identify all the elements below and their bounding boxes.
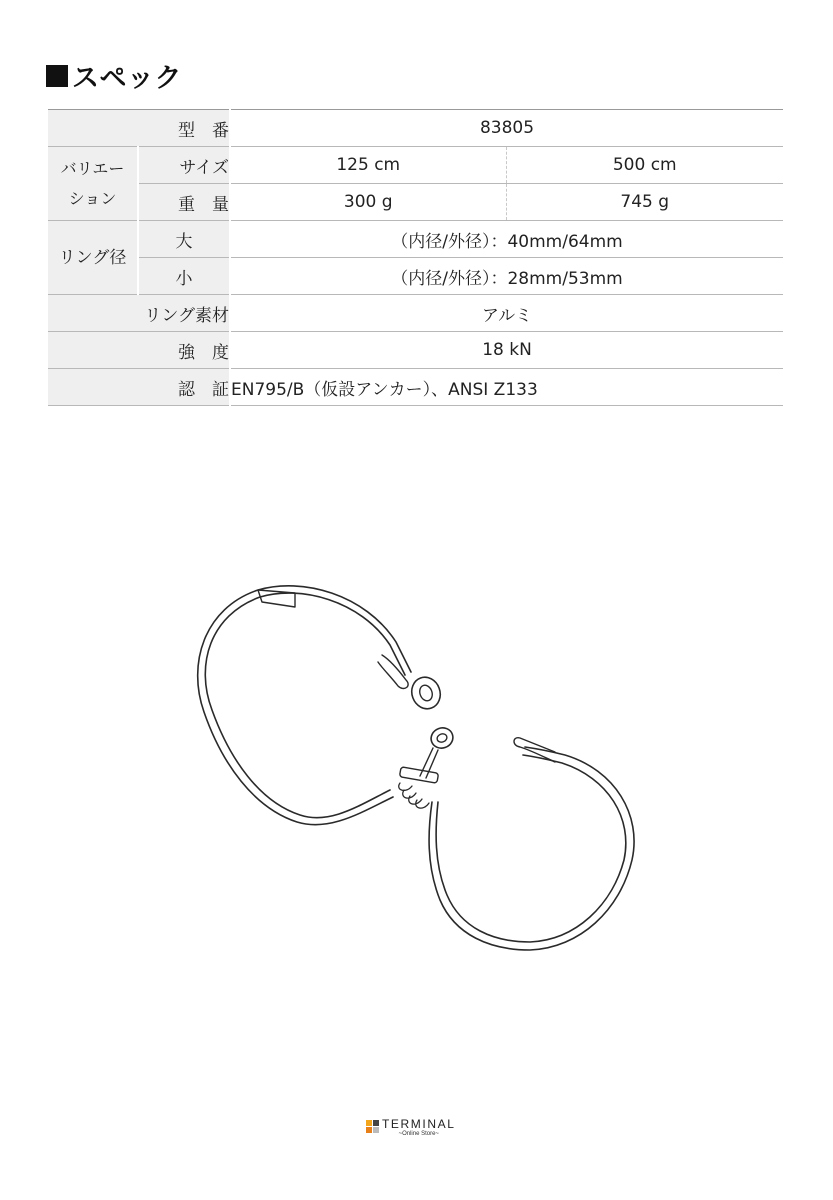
cert-value: EN795/B（仮設アンカー）、ANSI Z133 (230, 369, 783, 406)
size-value-125: 125 cm (230, 147, 506, 184)
variation-label (48, 147, 138, 221)
row-size (48, 147, 783, 184)
row-ring-small (48, 258, 783, 295)
strength-label: 強 度 (48, 332, 230, 369)
ring-small-label: 小 (138, 258, 230, 295)
ring-small-value: （内径/外径）：28mm/53mm (230, 258, 783, 295)
brand-name: TERMINAL (382, 1117, 456, 1131)
row-ring-material (48, 295, 783, 332)
strength-value: 18 kN (230, 332, 783, 369)
ring-material-label: リング素材 (48, 295, 230, 332)
model-value: 83805 (230, 110, 783, 147)
row-ring-large (48, 221, 783, 258)
row-strength (48, 332, 783, 369)
row-model (48, 110, 783, 147)
sling-illustration (190, 580, 650, 970)
heading-text: スペック (72, 63, 182, 94)
row-weight (48, 184, 783, 221)
section-heading (46, 56, 182, 95)
row-certification (48, 369, 783, 406)
heading-square-icon (46, 65, 68, 87)
variation-label-text: バリエーション (60, 158, 125, 208)
model-label: 型 番 (48, 110, 230, 147)
ring-large-label: 大 (138, 221, 230, 258)
weight-value-500: 745 g (506, 184, 783, 221)
ring-label: リング径 (48, 221, 138, 295)
size-value-500: 500 cm (506, 147, 783, 184)
weight-label: 重 量 (138, 184, 230, 221)
ring-large-value: （内径/外径）：40mm/64mm (230, 221, 783, 258)
weight-value-125: 300 g (230, 184, 506, 221)
brand-sub: ~Online Store~ (398, 1131, 439, 1137)
terminal-logo-icon (366, 1120, 379, 1133)
spec-table (48, 109, 783, 406)
ring-material-value: アルミ (230, 295, 783, 332)
cert-label: 認 証 (48, 369, 230, 406)
footer-logo (366, 1118, 455, 1138)
size-label: サイズ (138, 147, 230, 184)
